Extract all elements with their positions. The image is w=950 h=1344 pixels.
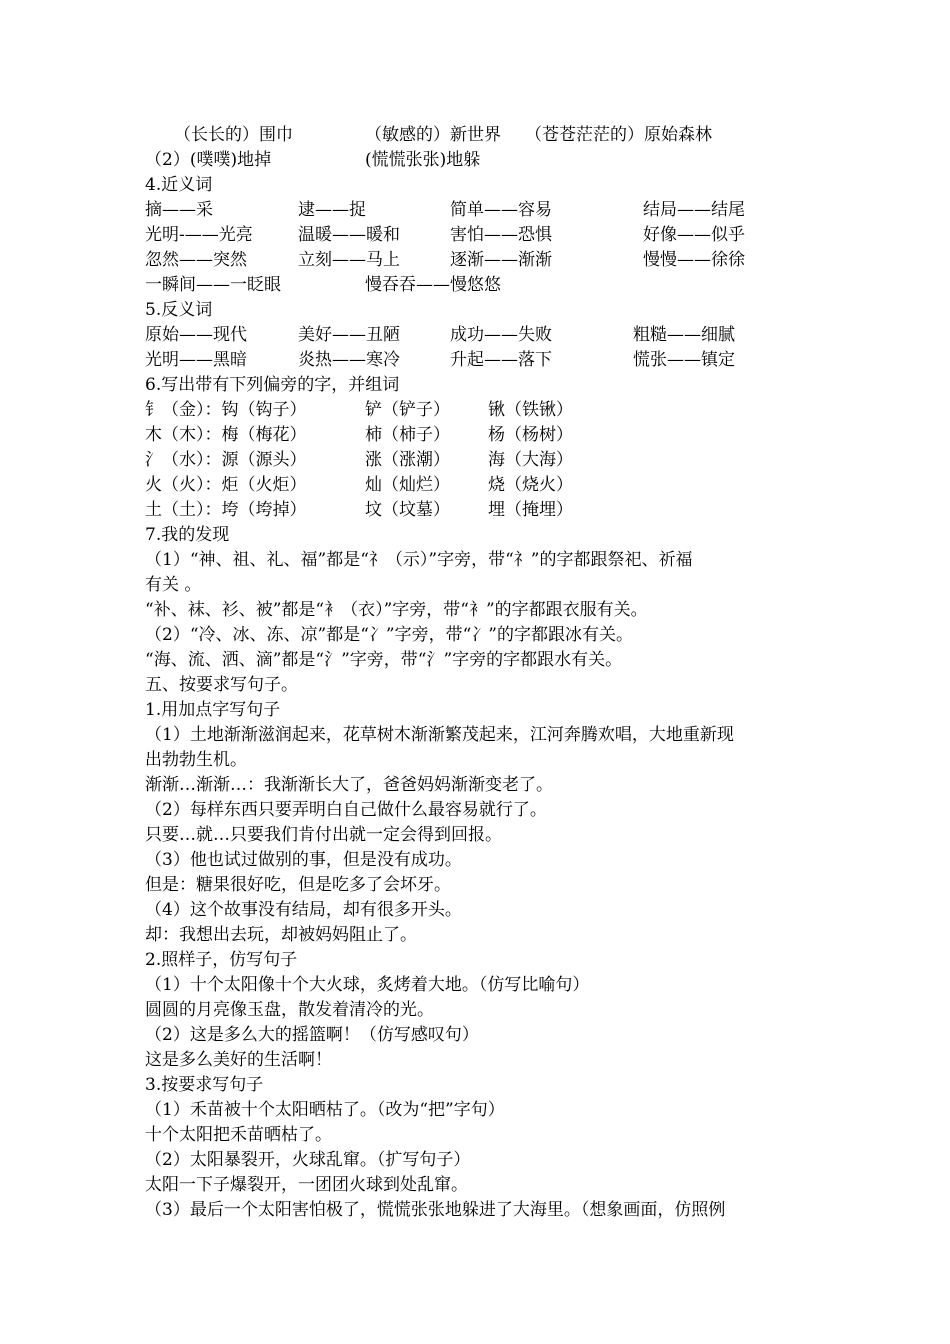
text-segment: 氵（水）：源（源头） xyxy=(145,450,307,470)
text-segment: 十个太阳把禾苗晒枯了。 xyxy=(145,1125,332,1145)
text-segment: 成功——失败 xyxy=(450,325,552,345)
text-segment: （长长的）围巾 xyxy=(174,125,293,145)
text-line xyxy=(0,1098,950,1123)
text-segment: （4）这个故事没有结局，却有很多开头。 xyxy=(145,900,462,920)
text-line xyxy=(0,698,950,723)
text-segment: 铲（铲子） xyxy=(365,400,450,420)
text-segment: （3）最后一个太阳害怕极了，慌慌张张地躲进了大海里。（想象画面，仿照例 xyxy=(145,1200,726,1220)
text-segment: 只要…就…只要我们肯付出就一定会得到回报。 xyxy=(145,825,502,845)
text-segment: 慌张——镇定 xyxy=(633,350,735,370)
text-line xyxy=(0,123,950,148)
text-line xyxy=(0,823,950,848)
text-segment: 炎热——寒冷 xyxy=(298,350,400,370)
text-line xyxy=(0,798,950,823)
text-line xyxy=(0,473,950,498)
text-segment: 逮——捉 xyxy=(298,200,366,220)
text-line xyxy=(0,748,950,773)
text-line xyxy=(0,448,950,473)
text-segment: （2）(噗噗)地掉 xyxy=(145,150,272,170)
text-segment: “补、袜、衫、被”都是“衤（衣）”字旁，带“衤”的字都跟衣服有关。 xyxy=(145,600,648,620)
text-segment: （2）太阳暴裂开，火球乱窜。（扩写句子） xyxy=(145,1150,471,1170)
text-line xyxy=(0,498,950,523)
text-segment: （苍苍茫茫的）原始森林 xyxy=(525,125,712,145)
text-line xyxy=(0,873,950,898)
text-line xyxy=(0,223,950,248)
text-segment: 五、按要求写句子。 xyxy=(145,675,298,695)
text-line xyxy=(0,673,950,698)
text-line xyxy=(0,298,950,323)
text-segment: （2）每样东西只要弄明白自己做什么最容易就行了。 xyxy=(145,800,547,820)
text-segment: 美好——丑陋 xyxy=(298,325,400,345)
text-segment: 7.我的发现 xyxy=(145,525,230,545)
text-segment: （敏感的）新世界 xyxy=(365,125,501,145)
text-segment: 烧（烧火） xyxy=(488,475,573,495)
text-segment: 温暖——暖和 xyxy=(298,225,400,245)
text-segment: 摘——采 xyxy=(145,200,213,220)
text-line xyxy=(0,173,950,198)
text-line xyxy=(0,1123,950,1148)
text-line xyxy=(0,423,950,448)
text-segment: 杨（杨树） xyxy=(488,425,573,445)
text-segment: 有关 。 xyxy=(145,575,202,595)
text-line xyxy=(0,1048,950,1073)
text-line xyxy=(0,523,950,548)
text-segment: 逐渐——渐渐 xyxy=(450,250,552,270)
text-segment: 海（大海） xyxy=(488,450,573,470)
text-segment: （1）“神、祖、礼、福”都是“礻（示）”字旁，带“礻”的字都跟祭祀、祈福 xyxy=(145,550,693,570)
text-segment: 一瞬间——一眨眼 xyxy=(145,275,281,295)
text-segment: 好像——似乎 xyxy=(643,225,745,245)
text-line xyxy=(0,848,950,873)
text-line xyxy=(0,998,950,1023)
text-segment: 5.反义词 xyxy=(145,300,213,320)
text-segment: 害怕——恐惧 xyxy=(450,225,552,245)
text-segment: 4.近义词 xyxy=(145,175,213,195)
text-segment: 光明——黑暗 xyxy=(145,350,247,370)
text-segment: 钅（金）：钩（钩子） xyxy=(145,400,307,420)
text-segment: 锹（铁锹） xyxy=(488,400,573,420)
text-line xyxy=(0,898,950,923)
text-segment: 慢吞吞——慢悠悠 xyxy=(365,275,501,295)
text-segment: 2.照样子，仿写句子 xyxy=(145,950,298,970)
text-segment: 但是：糖果很好吃，但是吃多了会坏牙。 xyxy=(145,875,451,895)
text-line xyxy=(0,948,950,973)
text-line xyxy=(0,198,950,223)
text-segment: 坟（坟墓） xyxy=(365,500,450,520)
text-segment: （3）他也试过做别的事，但是没有成功。 xyxy=(145,850,462,870)
text-segment: 6.写出带有下列偏旁的字，并组词 xyxy=(145,375,400,395)
text-line xyxy=(0,1173,950,1198)
text-segment: 灿（灿烂） xyxy=(365,475,450,495)
text-line xyxy=(0,398,950,423)
text-line xyxy=(0,773,950,798)
text-segment: 柿（柿子） xyxy=(365,425,450,445)
text-line xyxy=(0,348,950,373)
text-segment: 立刻——马上 xyxy=(298,250,400,270)
text-segment: 涨（涨潮） xyxy=(365,450,450,470)
text-segment: 圆圆的月亮像玉盘，散发着清冷的光。 xyxy=(145,1000,434,1020)
text-line xyxy=(0,573,950,598)
text-segment: 结局——结尾 xyxy=(643,200,745,220)
text-segment: 太阳一下子爆裂开，一团团火球到处乱窜。 xyxy=(145,1175,468,1195)
text-segment: 升起——落下 xyxy=(450,350,552,370)
text-line xyxy=(0,248,950,273)
text-line xyxy=(0,148,950,173)
text-segment: （1）十个太阳像十个大火球，炙烤着大地。（仿写比喻句） xyxy=(145,975,590,995)
text-segment: 3.按要求写句子 xyxy=(145,1075,264,1095)
text-line xyxy=(0,923,950,948)
text-segment: 粗糙——细腻 xyxy=(633,325,735,345)
text-segment: 慢慢——徐徐 xyxy=(643,250,745,270)
text-line xyxy=(0,973,950,998)
text-segment: 土（土）：垮（垮掉） xyxy=(145,500,307,520)
text-segment: 这是多么美好的生活啊！ xyxy=(145,1050,332,1070)
text-segment: 却：我想出去玩，却被妈妈阻止了。 xyxy=(145,925,417,945)
text-line xyxy=(0,373,950,398)
text-line xyxy=(0,598,950,623)
text-segment: 忽然——突然 xyxy=(145,250,247,270)
text-line xyxy=(0,548,950,573)
text-line xyxy=(0,723,950,748)
text-segment: (慌慌张张)地躲 xyxy=(365,150,481,170)
text-line xyxy=(0,273,950,298)
text-segment: （1）禾苗被十个太阳晒枯了。（改为“把”字句） xyxy=(145,1100,505,1120)
text-line xyxy=(0,1073,950,1098)
text-segment: （2）这是多么大的摇篮啊！（仿写感叹句） xyxy=(145,1025,479,1045)
text-segment: “海、流、洒、滴”都是“氵”字旁，带“氵”字旁的字都跟水有关。 xyxy=(145,650,623,670)
text-segment: 渐渐…渐渐…：我渐渐长大了，爸爸妈妈渐渐变老了。 xyxy=(145,775,553,795)
text-segment: 原始——现代 xyxy=(145,325,247,345)
text-line xyxy=(0,323,950,348)
text-segment: 木（木）：梅（梅花） xyxy=(145,425,307,445)
text-line xyxy=(0,1148,950,1173)
text-segment: 光明-——光亮 xyxy=(145,225,253,245)
text-line xyxy=(0,1198,950,1223)
text-line xyxy=(0,1023,950,1048)
text-segment: 火（火）：炬（火炬） xyxy=(145,475,307,495)
text-line xyxy=(0,623,950,648)
text-segment: （1）土地渐渐滋润起来，花草树木渐渐繁茂起来，江河奔腾欢唱，大地重新现 xyxy=(145,725,734,745)
text-segment: 埋（掩埋） xyxy=(488,500,573,520)
text-segment: 出勃勃生机。 xyxy=(145,750,247,770)
text-segment: 1.用加点字写句子 xyxy=(145,700,281,720)
text-segment: 简单——容易 xyxy=(450,200,552,220)
text-segment: （2）“冷、冰、冻、凉”都是“冫”字旁，带“冫”的字都跟冰有关。 xyxy=(145,625,633,645)
text-line xyxy=(0,648,950,673)
